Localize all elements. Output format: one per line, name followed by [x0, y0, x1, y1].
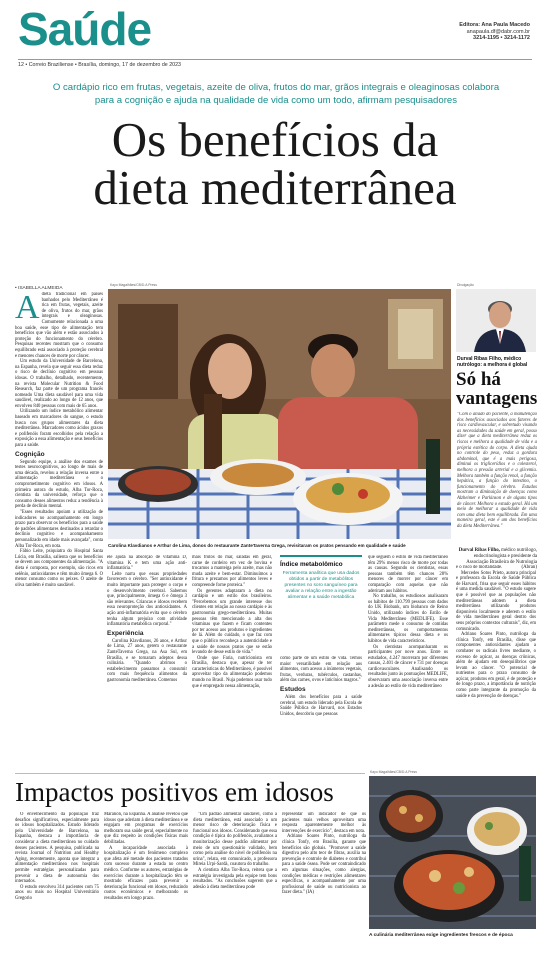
article-col5-p1: que seguem o estilo de vida mediterrâneo têm 29% menos risco de morte por todas as causas. Segundo os cientistas, essas pessoas também têm chances 28% menores de morrer por câncer em comparação com aquelas que não aderiram aos hábitos. [368, 555, 448, 594]
expert-photo-caption: Durval Ribas Filho, médico nutrólogo: a melhora é global [457, 356, 528, 368]
article-col4-p1: como parte de um estilo de vida. Temos maior versatilidade em relação aos alimentos, com acesso a inúmeros vegetais, frutas, verduras, tubérculos, castanhas, além das carnes, ovos e laticínios magros." [280, 656, 362, 684]
second-c2b: A incapacidade associada à hospitalização é um fenômeno complexo que afeta até metade dos pacientes tratados com sucesso durante a estada no centro médico. Conforme os autores, estratégias de exercícios durante a hospitalização têm se mostrado eficazes para prevenir a deterioração funcional em idosos, reduzindo custos econômicos e melhorando os resultados em longo prazo. [104, 845, 188, 901]
second-c1b: O estudo envolveu 314 pacientes com 75 anos ou mais no Hospital Universitário Gregorio [15, 884, 99, 901]
article-col5-p3: Os cientistas acompanharam os participantes por nove anos. Entre os estudados, 4.247 morreram por diferentes causas, 2.401 de câncer e 731 por doenças cardiovasculares. Analisando os resultados junto às pontuações MEDLIFE, observaram uma associação inversa entre a adesão ao estilo de vida mediterrâneo [368, 644, 448, 689]
food-photo [369, 776, 536, 929]
editor-phones: 3214-1195 • 3214-1172 [473, 35, 530, 41]
subhead-estudos: Estudos [280, 685, 306, 693]
byline: • ISABELLA ALMEIDA [15, 286, 63, 291]
metabolomic-box-text: Ferramenta analítica que usa dados obtidos a partir de metabólitos presentes no soro sanguíneo para avaliar a relação entre a ingestão alimentar e a saúde metabólica [282, 571, 360, 600]
expert-signature-title: médico nutrólogo, endocrinologista e presidente da Associação Brasileira de Nutrologia (Abran) [466, 548, 537, 571]
article-col2-p2: Leite narra que essas propriedades favorecem o cérebro. "Ser antioxidante é muito importante para proteger o corpo e o desenvolvimento cerebral. Sabemos que, principalmente, ômega 6 e ômega 3 são relevantes. Criancas e idosos recebem essa neuroproteção dos antioxidantes. A ação anti-inflamatória evita que o cérebro tenha algum prejuízo com atividade inflamatória metabólica corporal." [107, 571, 187, 628]
article-col3-p1: mais frutos do mar, saladas em geral, carne de cordeiro em vez de bovina e trocamos a manteiga pelo azeite, mas não muda azeite e bem-estar. Diminuímos a fritura e prezamos por alimentos leves e compreende forne proteica." [192, 555, 272, 588]
editor-name: Editora: Ana Paula Macedo [459, 22, 530, 28]
article-col2-p1: ele ajuda na absorção de vitamina D, vitamina K e tem uma ação anti-inflamatória." [107, 555, 187, 572]
article-intro: dieta tradicional em países banhados pelo Mediterrâneo é rica em frutas, vegetais, azeite de oliva, frutos do mar, grãos integrais e oleaginosas. Comumente relacionada a uma boa saúde, esse tipo de alimentação tem benefícios que vão além e estão associados à proteção do funcionamento do cérebro. Pesquisas recentes mostram que o consumo equilibrado está associado à proteção cerebral e menores chances de morte por câncer. [15, 292, 103, 359]
folio: 12 • Correio Braziliense • Brasília, domingo, 17 de dezembro de 2023 [18, 62, 182, 68]
article-col4-p2: Além dos benefícios para a saúde cerebral, um estudo liderado pela Escola de Saúde Pública de Harvard, nos Estados Unidos, descobriu que pessoas [280, 694, 362, 717]
second-article-headline: Impactos positivos em idosos [15, 777, 334, 807]
article-col6-p1: e o risco de mortalidade. [456, 565, 503, 570]
subhead-experiencia: Experiência [107, 629, 144, 637]
article-col3-p3: Onde que Faria, nutricionista em Brasília, destaca que, apesar de ter características do Mediterrâneo, é possível aproveitar tipo da alimentação podemos mundo no Brasil. Nuja podemos usar tudo que é empregado nessa alimentação, [192, 655, 272, 689]
second-c3b: A cientista Alba Tor-Roca, reitera que a estratégia investigada pela equipe tem bons resultados. "As conclusões sugerem que a adesão à dieta mediterrânea pode [193, 867, 277, 890]
second-c1: O envelhecimento da população traz desafios significativos, especialmente para os idosos hospitalizados. Estudo liderado pela Universidade de Barcelona, na Espanha, destaca a importância de considerar a dieta mediterrânea no cuidado desses pacientes. A pesquisa, publicada na revista Journal of Nutrition and Healthy Aging, recentemente, aponta que integrar a alimentação mediterrânea nos hospitais permite estratégias personalizadas para prevenir a dieta de autonomia dos internados. [15, 812, 99, 885]
article-col6-p3: Adriano Soares Pinto, nutróloga da clínica Tonfy, em Brasília, disse que componentes antioxidantes ajudam a combater os radicais livres mediante, o excesso de açúcar, as doenças crônicas, além de ajudam em desequilíbrios que levam ao câncer. "O potencial de nutrientes para o prazo consumo de açúcar, produtos em geral, é de proteção e de longo prazo, a importância de nutrição como parte integrante da promoção da saúde e da prevenção de doenças." [456, 632, 536, 699]
subhead-cognicao: Cognição [15, 450, 45, 458]
article-column-4 [280, 656, 362, 770]
expert-signature-name: Durval Ribas Filho, [458, 548, 500, 553]
expert-photo-credit: Divulgação [457, 283, 474, 287]
article-p2: Um estudo da Universidade de Barcelona, na Espanha, revela que seguir essa dieta reduz o risco de declínio cognitivo em pessoas idosas. O trabalho, detalhado, recentemente, na revista Molecular Nutrition & Food Research, faz parte de um programa francês nomeado Uma dieta saudável para uma vida saudável, realizado ao longo de 12 anos, que envolveu 840 pessoas com mais de 65 anos. [15, 359, 103, 409]
article-column-5 [368, 555, 448, 770]
photo-caption: Carolina Klavdianos e Arthur de Lima, donos do restaurante ZanteTaverna Grega, revisitaram os pratos pensando em qualidade e saúde [108, 543, 406, 548]
deck: O cardápio rico em frutas, vegetais, azeite de oliva, frutos do mar, grãos integrais e oleaginosas colabora para a cognição e ajuda na qualidade de vida como um todo, afirmam pesquisadores [52, 82, 500, 106]
article-column-2 [107, 555, 187, 770]
second-column-2 [104, 812, 188, 950]
editor-info [459, 22, 530, 42]
second-c3: "Um padrão alimentar saudável, como a dieta mediterrânea, está associado a um menor risco de deterioração física e funcional nos idosos. Considerando que essa condição é típica do polifenóis, avaliamos a monitorização desse padrão alimentar por meio de um questionário validado, bem como pela análise do nível de polifenóis na urina", relata, em comunicado, a professora Mireia Urpi-Sardà, coautora do trabalho. [193, 812, 277, 868]
photo-credit: Kayo Magalhães/CB/D.A Press [110, 283, 157, 287]
section-header [18, 3, 538, 68]
article-p3: Utilizando um índice metabólico alimentar baseado em marcadores do sangue, o estudo busca nos grupos alimentares da dieta mediterrânea. Marcadores como ácidos graxos e polifenóis foram escolhidos pela relação a exposição a essa alimentação e seus benefícios para a saúde. [15, 409, 103, 449]
second-article-rule [15, 773, 365, 774]
restaurant-scene-image [108, 289, 451, 539]
headline [0, 112, 550, 215]
expert-photo [456, 289, 536, 352]
metabolomic-box [280, 555, 362, 653]
article-col3-p2: Os gerentes adaptaram a dieta no cardápio e um estilo dos brasileiros. "Percebemos um grande interesse dos clientes em relação ao nosso cardápio e às gastronomia grego-mediterrânea. Muitas pessoas têm mencionado a alta dos vitaminas que fazem e ficam contentes por ter acesso aos produtos e ingredientes de lá. Além do cuidado, o que faz com que o público reconheça a autenticidade e a saúde de nossos pratos que se estão levando de desse estilo de vida." [192, 588, 272, 656]
food-photo-credit: Kayo Magalhães/CB/D.A Press [370, 770, 417, 774]
article-p4: Segundo equipe, a análise dos exames de testes neurocognitivos, ao longo de mais de uma década, revelou a relação inversa entre a alimentação mediterrânea e o comprometimento cognitivo em idosos. A primeira autora do estudo, Alba Tor-Roca, cientista da universidade, reforça que o consumo desses alimentos reduz a tendência à perda de declínio mental. [15, 459, 103, 510]
second-c2: Marañón, na Espanha. A análise revelou que idosos que aderiam à dieta mediterrânea e se engajam em programas de exercícios melhoram sua saúde geral, especialmente no que diz respeito às condições físicas mais debilitadas. [104, 812, 188, 845]
drop-cap: A [15, 292, 40, 326]
headline-line-2: dieta mediterrânea [93, 160, 457, 215]
headline-line-1: Os benefícios da [111, 112, 439, 167]
expert-quote: "Com o aliado do paciente, a manutenção dos benefícios associados aos fatores de risco cardiovascular, e sobretudo visando as necessidades da saúde em geral, posso dizer que a dieta mediterrânea reduz os riscos e melhora a qualidade de vida e a própria estética do corpo. A dieta ajuda no controle do peso, reduz a gordura abdominal, que é a mais perigosa, diminui os triglicerídios e o colesterol, melhora a pressão arterial e a glicemia. Melhora também a função renal, a função hepática, a função do intestino, o funcionamento do cérebro. Estudos mostram a diminuição de doenças como Alzheimer e Parkinson e de alguns tipos de câncer. Melhora o estado geral. Há um meio de melhorar a qualidade de vida com uma dieta bem equilibrada. Em uma maneira geral, este é um dos benefícios da dieta Mediterrânea." [457, 412, 537, 529]
second-c4: representar um indicador de que os pacientes mais velhos aproveitam uma resposta aparentemente melhor às intervenções de exercício", destaca em nota. [282, 812, 366, 834]
article-col2-p3: Carolina Klavdianos, 26 anos, e Arthur de Lima, 27 anos, gerem o restaurante ZanteTaverna Grega, na Asa Sul, em Brasília, e se tornaram adeptos dessa culinária. "Quando abrimos o estabelecimento passamos a consumir com mais frequência alimentos da gastronomia mediterrânea. Comemos [107, 638, 187, 683]
article-column-6 [456, 565, 536, 770]
second-column-3 [193, 812, 277, 950]
article-p6: Fábio Leite, psiquiatra do Hospital Santa Lúcia, em Brasília, salienta que os benefícios se devem aos componentes da alimentação. "A dieta é composta, por exemplo, são ricos em selênio, antioxidantes e têm muito ômega 6. O menor consumo como os peixes. O azeite de oliva também é muito saudável. [15, 549, 103, 588]
second-column-1 [15, 812, 99, 950]
article-col5-p2: No trabalho, os estudiosos analisaram os hábitos de 110.799 pessoas com dados do UK Biobank, um biobanco de Reino Unido, utilizando índices do Estilo de Vida Mediterrâneo (MEDLIFE). Esse parâmetro mede o consumo de comidas mediterrâneas, os comportamentos alimentares típicos dessa dieta e os hábitos de vida característicos. [368, 594, 448, 644]
second-column-4 [282, 812, 366, 950]
article-p5: "Esses resultados apoiam a utilização de indicadores no acompanhamento em longo prazo para observar os benefícios para a saúde de padrões alimentares destinados a retardar o declínio cognitivo e acompanhamento personalizado em idade mais avançada", conta Alba Tor-Roca, em nota. [15, 509, 103, 549]
expert-portrait-image [456, 289, 536, 352]
restaurant-photo [108, 289, 451, 539]
article-column-3 [192, 555, 272, 770]
metabolomic-box-title: Índice metabolômico [280, 561, 343, 568]
expert-box-title: Só há vantagens [456, 369, 538, 409]
food-photo-caption: A culinária mediterrânea exige ingredientes frescos e de época [369, 933, 513, 938]
editor-email: anapaula.df@dabr.com.br [466, 28, 530, 35]
section-title: Saúde [18, 3, 152, 55]
second-c4b: Adriano Soares Pinto, nutróloga da clínica Tonfy, em Brasília, garante que benefícios são globais. "Promover a saúde digestiva pelo alto teor de fibras, auxilia na prevenção e controle de diabetes e contribui para a saúde óssea. Pode ser contraindicado em algumas situações, como alergias, condições médicas e restrições alimentares específicas, o acompanhamento por uma profissional de saúde ou nutricionista ao fazer dieta." (IA) [282, 834, 366, 896]
header-rule [18, 59, 532, 60]
article-col6-p2: Mercedes Sotos Prieto, autora principal e professora da Escola de Saúde Pública de Harvard, frisa que seguir esses hábitos é uma medida saudável. "O estudo sugere que é possível que as populações não mediterrâneas adotem a dieta mediterrânea utilizando produtos disponíveis localmente e aderem o estilo de vida mediterrâneo geral dentro dos seus próprios contextos culturais", diz, em comunicado. [456, 570, 536, 632]
food-image [369, 776, 536, 929]
